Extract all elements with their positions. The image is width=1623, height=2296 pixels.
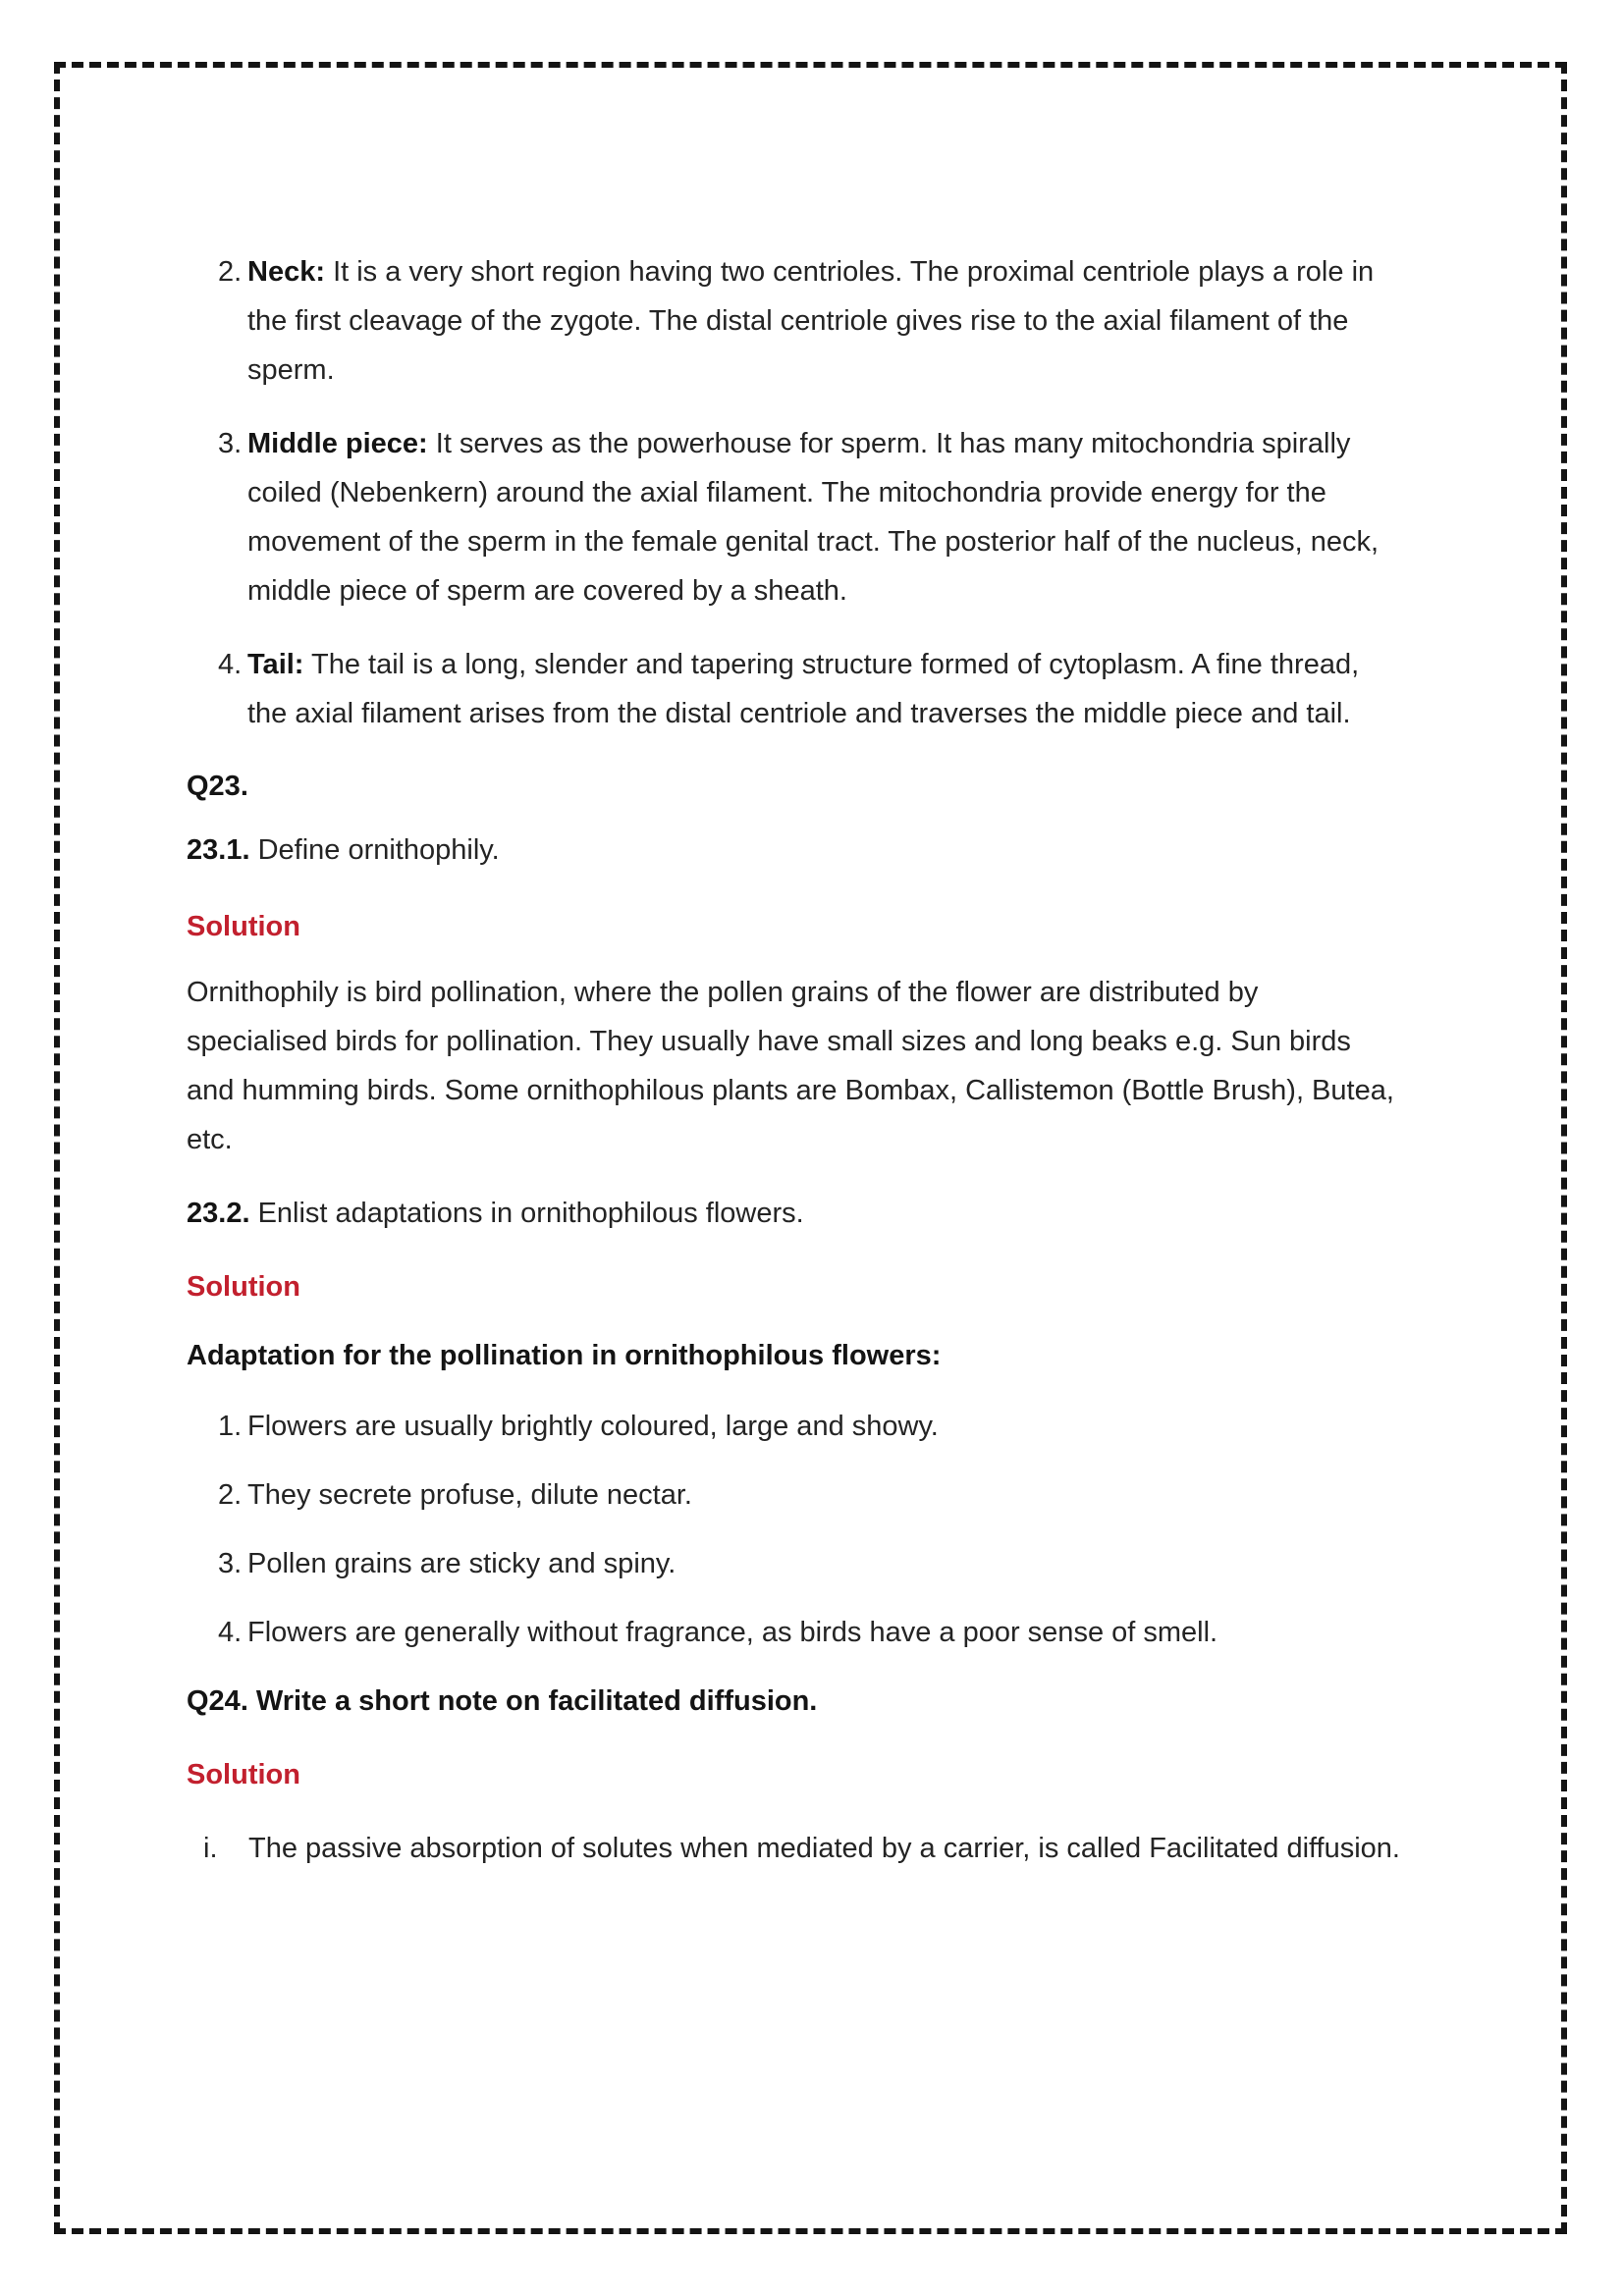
list-item-label: Middle piece:	[247, 428, 428, 459]
question-text: Enlist adaptations in ornithophilous flowers.	[257, 1198, 804, 1229]
answer-24-item-i	[187, 1824, 1404, 1873]
list-item-body: The passive absorption of solutes when mediated by a carrier, is called Facilitated diffusion.	[248, 1833, 1400, 1864]
list-item-tail	[187, 640, 1404, 738]
adaptation-item-1	[187, 1402, 1404, 1451]
list-item-label: Neck:	[247, 256, 325, 288]
adaptation-heading: Adaptation for the pollination in ornithophilous flowers:	[187, 1340, 942, 1371]
adaptation-item-2	[187, 1470, 1404, 1520]
list-number: 3.	[218, 428, 243, 459]
list-item-body: Flowers are usually brightly coloured, large and showy.	[247, 1411, 939, 1442]
list-number: 1.	[218, 1411, 243, 1442]
list-item-body: Flowers are generally without fragrance, as birds have a poor sense of smell.	[247, 1617, 1218, 1648]
list-number: 3.	[218, 1548, 243, 1579]
list-item-middle-piece	[187, 419, 1404, 615]
answer-23-1-paragraph: Ornithophily is bird pollination, where the pollen grains of the flower are distributed by specialised birds for pollination. They usually have small sizes and long beaks e.g. Sun birds and humming birds. Some ornithophilous plants are Bombax, Callistemon (Bottle Brush), Butea, etc.	[187, 977, 1394, 1155]
list-item-text	[247, 247, 1404, 395]
question-23-heading: Q23.	[187, 771, 248, 802]
question-text: Define ornithophily.	[257, 834, 500, 866]
question-number: 23.1.	[187, 834, 250, 866]
list-number: 4.	[218, 1617, 243, 1648]
solution-label-3: Solution	[187, 1759, 300, 1790]
document-content	[187, 247, 1404, 1873]
solution-label-2: Solution	[187, 1271, 300, 1303]
list-item-body: They secrete profuse, dilute nectar.	[247, 1479, 692, 1511]
list-number-roman: i.	[203, 1833, 218, 1864]
adaptation-item-4	[187, 1608, 1404, 1657]
adaptation-item-3	[187, 1539, 1404, 1588]
solution-label-1: Solution	[187, 911, 300, 942]
list-item-body: The tail is a long, slender and tapering structure formed of cytoplasm. A fine thread, the axial filament arises from the distal centriole and traverses the middle piece and tail.	[247, 649, 1360, 729]
question-23-2	[187, 1189, 1404, 1238]
question-24-heading: Q24. Write a short note on facilitated diffusion.	[187, 1685, 818, 1717]
list-number: 2.	[218, 1479, 243, 1511]
list-item-body: It serves as the powerhouse for sperm. It has many mitochondria spirally coiled (Nebenkern) around the axial filament. The mitochondria provide energy for the movement of the sperm in the female genital tract. The posterior half of the nucleus, neck, middle piece of sperm are covered by a sheath.	[247, 428, 1380, 607]
list-item-neck	[187, 247, 1404, 395]
question-23-1	[187, 826, 1404, 875]
list-item-text	[247, 419, 1404, 615]
list-item-body: Pollen grains are sticky and spiny.	[247, 1548, 676, 1579]
list-number: 4.	[218, 649, 243, 680]
list-item-text	[247, 640, 1404, 738]
question-number: 23.2.	[187, 1198, 250, 1229]
list-item-label: Tail:	[247, 649, 304, 680]
list-item-body: It is a very short region having two centrioles. The proximal centriole plays a role in the first cleavage of the zygote. The distal centriole gives rise to the axial filament of the sperm.	[247, 256, 1375, 386]
list-number: 2.	[218, 256, 243, 288]
